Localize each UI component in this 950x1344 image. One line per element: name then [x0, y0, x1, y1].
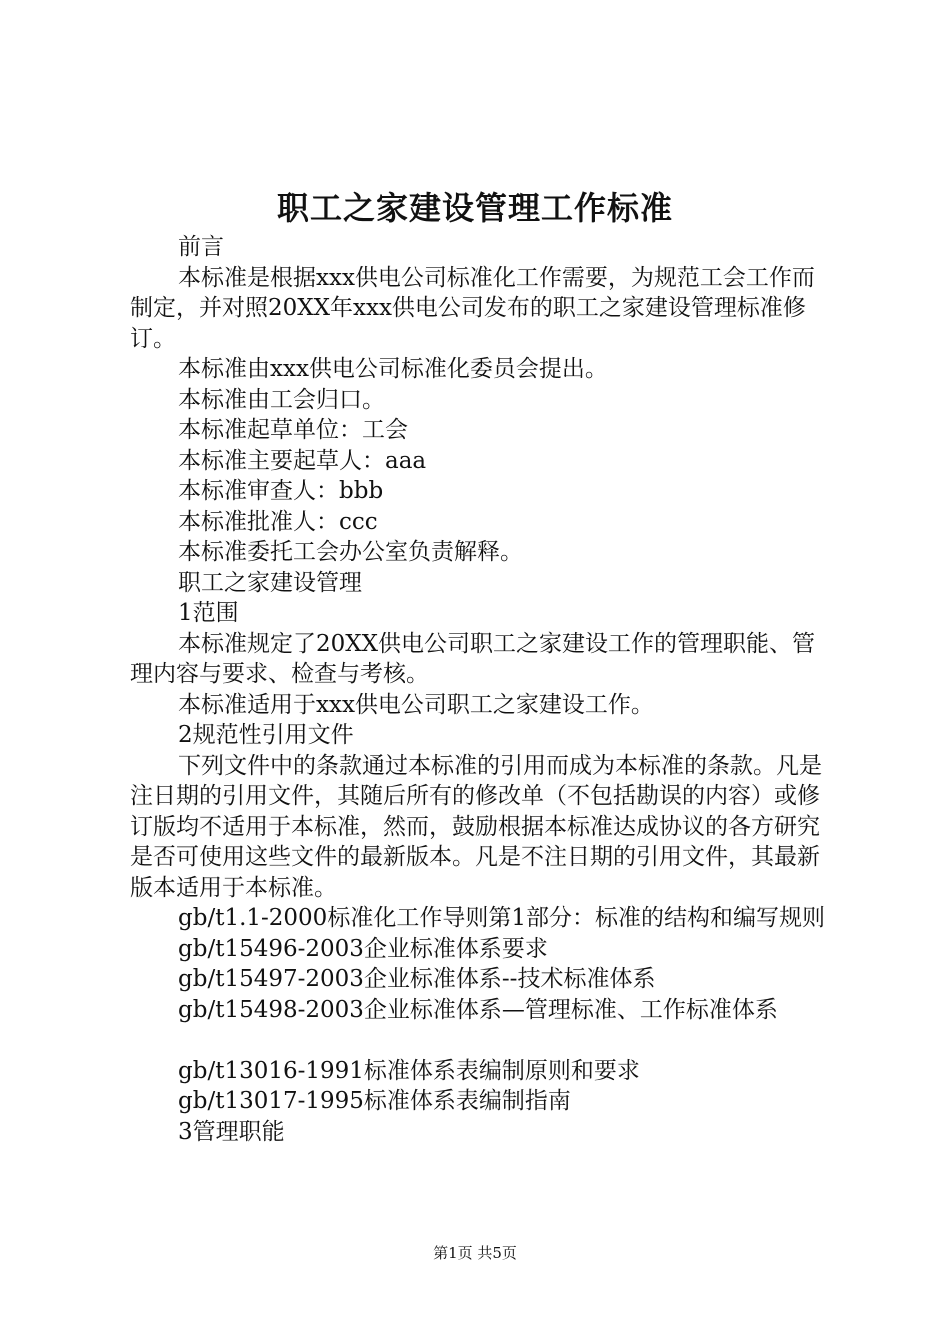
document-body [130, 232, 830, 1147]
reference-item: gb/t15498-2003企业标准体系—管理标准、工作标准体系 [178, 996, 778, 1023]
paragraph-centralized: 本标准由工会归口。 [178, 386, 385, 413]
reference-item: gb/t1.1-2000标准化工作导则第1部分：标准的结构和编写规则 [178, 905, 825, 931]
paragraph-main-drafter: 本标准主要起草人：aaa [178, 447, 427, 474]
paragraph-foreword-text: 本标准是根据xxx供电公司标准化工作需要，为规范工会工作而制定，并对照20XX年xxx供电公司发布的职工之家建设管理标准修订。 [130, 264, 815, 352]
section-heading-scope: 1范围 [178, 600, 239, 626]
paragraph-approver: 本标准批准人：ccc [178, 508, 378, 535]
paragraph-foreword-heading: 前言 [178, 234, 224, 260]
page-footer: 第1页 共5页 [433, 1244, 517, 1262]
reference-item: gb/t15496-2003企业标准体系要求 [178, 935, 548, 962]
document-title: 职工之家建设管理工作标准 [276, 189, 673, 227]
reference-item: gb/t13016-1991标准体系表编制原则和要求 [178, 1057, 640, 1084]
paragraph-references-text: 下列文件中的条款通过本标准的引用而成为本标准的条款。凡是注日期的引用文件，其随后所有的修改单（不包括勘误的内容）或修订版均不适用于本标准，然而，鼓励根据本标准达成协议的各方研究是否可使用这些文件的最新版本。凡是不注日期的引用文件，其最新版本适用于本标准。 [130, 752, 822, 901]
paragraph-applicability: 本标准适用于xxx供电公司职工之家建设工作。 [178, 691, 654, 718]
reference-item: gb/t13017-1995标准体系表编制指南 [178, 1088, 571, 1114]
paragraph-interpretation: 本标准委托工会办公室负责解释。 [178, 539, 523, 565]
section-heading-references: 2规范性引用文件 [178, 722, 354, 748]
paragraph-reviewer: 本标准审查人：bbb [178, 478, 384, 504]
blank-line [130, 1025, 830, 1056]
section-heading: 职工之家建设管理 [178, 569, 362, 596]
reference-item: gb/t15497-2003企业标准体系--技术标准体系 [178, 966, 656, 992]
paragraph-drafting-unit: 本标准起草单位：工会 [178, 417, 408, 443]
paragraph-proposer: 本标准由xxx供电公司标准化委员会提出。 [178, 356, 608, 382]
section-heading-functions: 3管理职能 [178, 1118, 285, 1145]
paragraph-scope-text: 本标准规定了20XX供电公司职工之家建设工作的管理职能、管理内容与要求、检查与考核。 [130, 630, 816, 687]
